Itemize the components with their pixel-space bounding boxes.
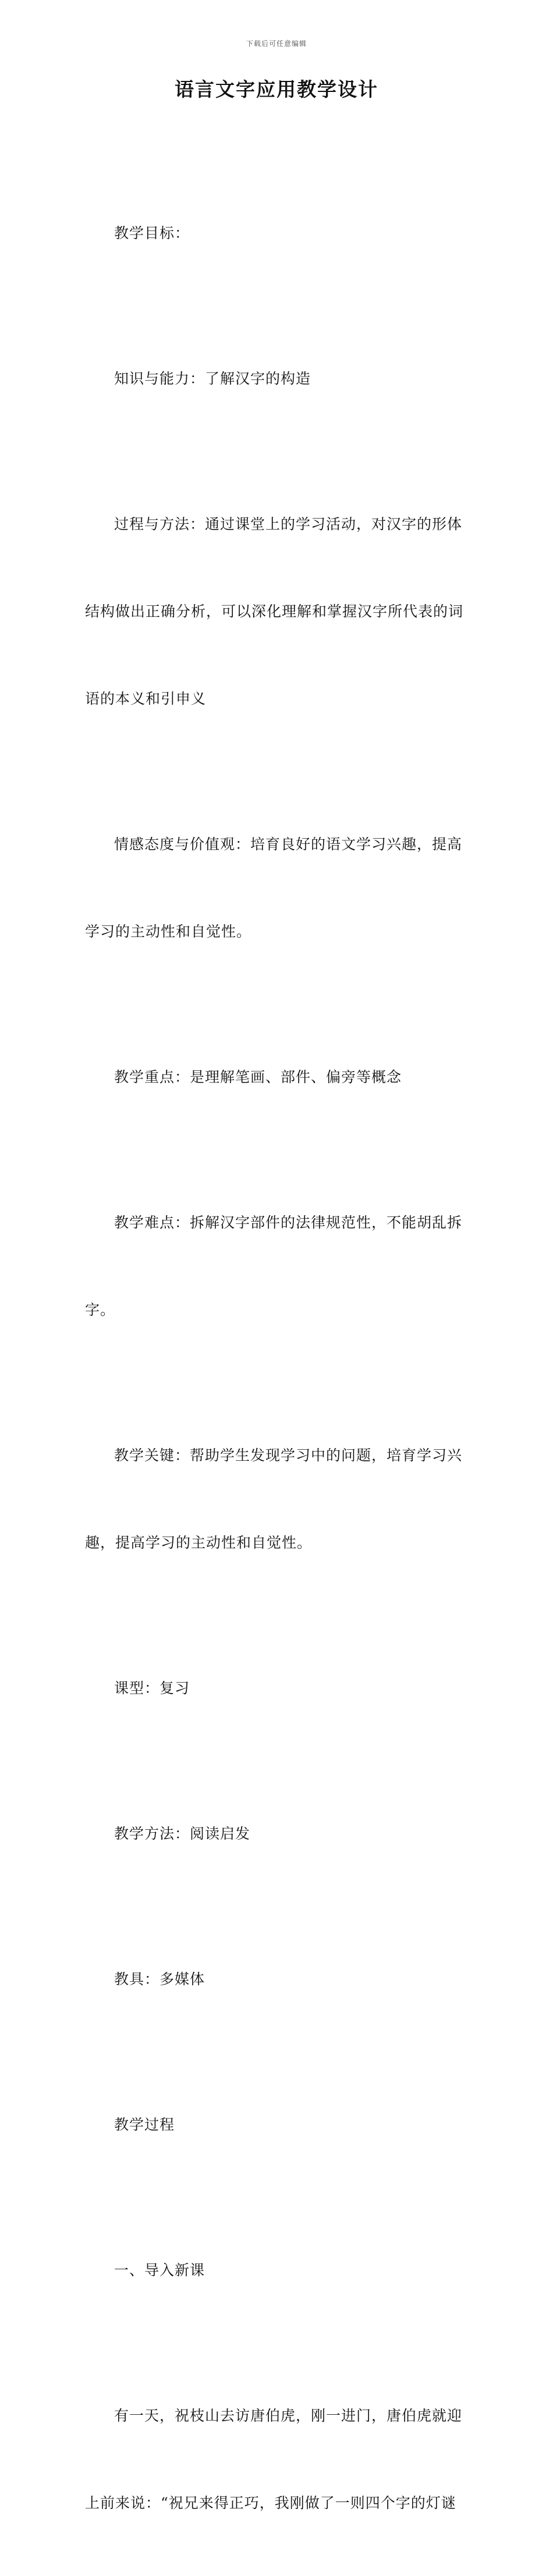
paragraph xyxy=(85,1761,469,1907)
text-line: 字。 xyxy=(85,1301,116,1318)
paragraph xyxy=(85,1616,469,1761)
paragraph xyxy=(85,161,469,306)
paragraph xyxy=(85,2198,469,2343)
paragraph xyxy=(85,1383,469,1616)
paragraph xyxy=(85,772,469,1005)
text-line: 教学关键：帮助学生发现学习中的问题，培育学习兴 xyxy=(114,1447,463,1464)
document-body xyxy=(85,161,469,2576)
document-title: 语言文字应用教学设计 xyxy=(175,78,378,101)
text-line: 过程与方法：通过课堂上的学习活动，对汉字的形体 xyxy=(114,516,463,533)
paragraph xyxy=(85,1907,469,2052)
text-line: 结构做出正确分析，可以深化理解和掌握汉字所代表的词 xyxy=(85,603,464,620)
text-line: 教具：多媒体 xyxy=(114,1971,205,1988)
text-line: 学习的主动性和自觉性。 xyxy=(85,923,252,940)
text-line: 有一天，祝枝山去访唐伯虎，刚一进门，唐伯虎就迎 xyxy=(114,2407,463,2424)
paragraph xyxy=(85,1150,469,1383)
text-line: 趣，提高学习的主动性和自觉性。 xyxy=(85,1534,313,1551)
paragraph xyxy=(85,452,469,772)
text-line: 教学目标： xyxy=(114,225,190,242)
text-line: 教学过程 xyxy=(114,2116,175,2133)
paragraph xyxy=(85,306,469,452)
text-line: 上前来说：“祝兄来得正巧，我刚做了一则四个字的灯谜 xyxy=(85,2495,456,2511)
paragraph xyxy=(85,2343,469,2576)
text-line: 教学重点：是理解笔画、部件、偏旁等概念 xyxy=(114,1069,402,1085)
text-line: 语的本义和引申义 xyxy=(85,690,207,707)
paragraph xyxy=(85,1005,469,1150)
text-line: 教学难点：拆解汉字部件的法律规范性，不能胡乱拆 xyxy=(114,1214,463,1231)
text-line: 课型：复习 xyxy=(114,1680,190,1697)
text-line: 情感态度与价值观：培育良好的语文学习兴趣，提高 xyxy=(114,836,463,853)
text-line: 一、导入新课 xyxy=(114,2262,205,2279)
paragraph xyxy=(85,2052,469,2198)
text-line: 知识与能力：了解汉字的构造 xyxy=(114,370,311,387)
text-line: 教学方法：阅读启发 xyxy=(114,1825,251,1842)
header-note: 下载后可任意编辑 xyxy=(246,40,307,48)
